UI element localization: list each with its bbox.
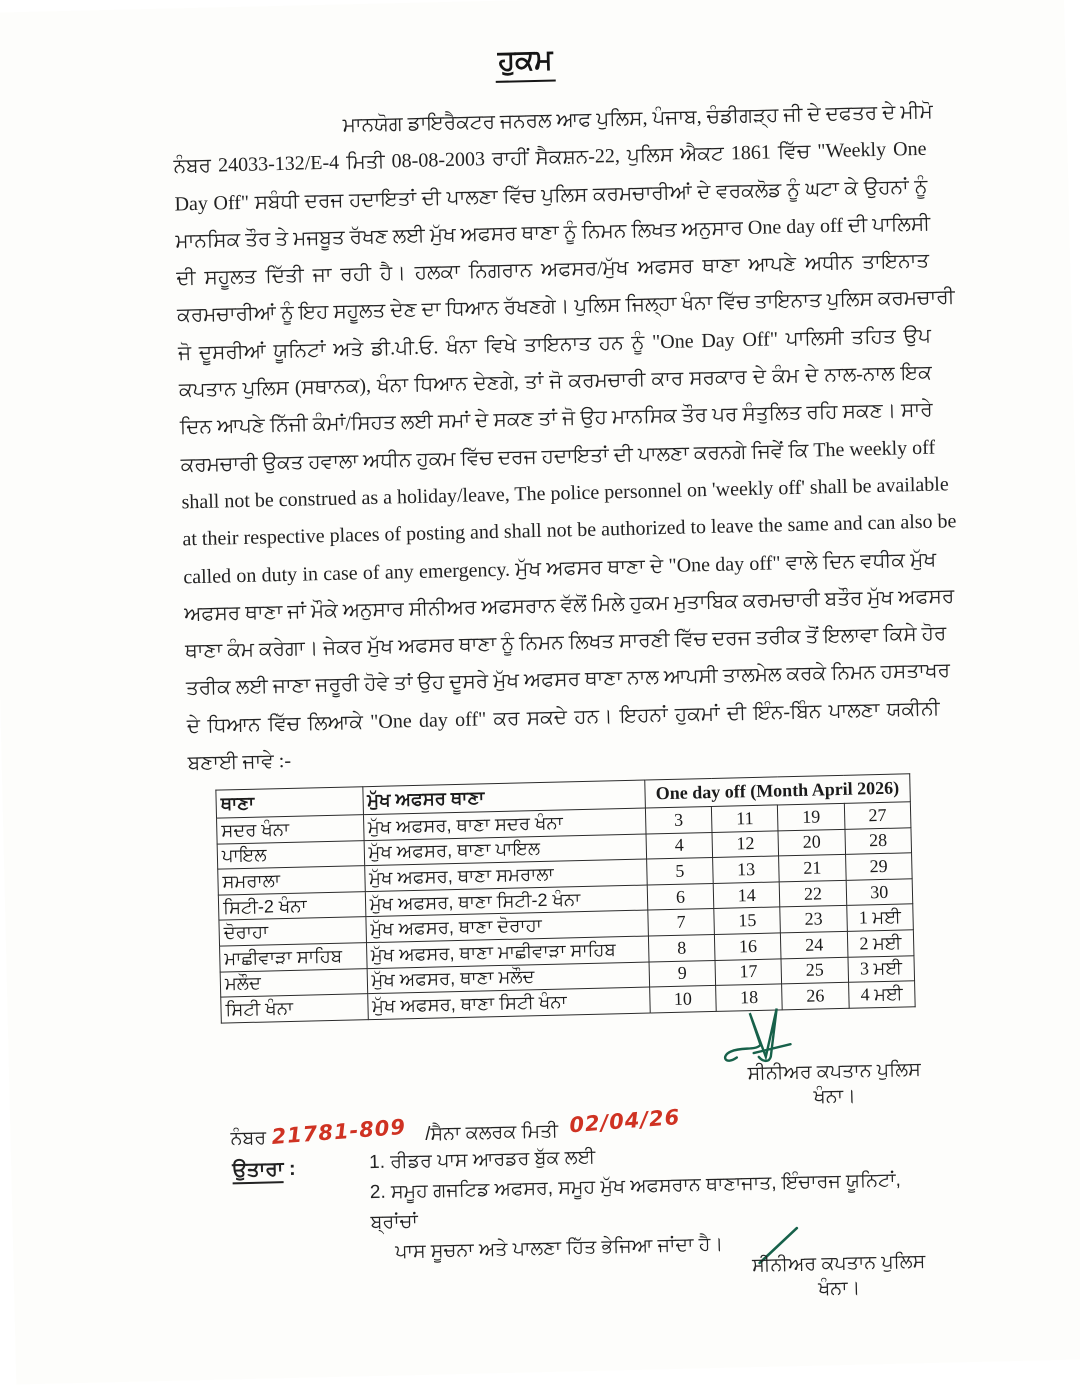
date-cell: 24 [781,931,848,958]
body-line: Day Off" ਸਬੰਧੀ ਦਰਜ ਹਦਾਇਤਾਂ ਦੀ ਪਾਲਣਾ ਵਿੱਚ ਪੁਲਿਸ ਕਰਮਚਾਰੀਆਂ ਦੇ ਵਰਕਲੋਡ ਨੂੰ ਘਟਾ ਕੇ ਉਹਨਾਂ ਨੂੰ [174,175,928,216]
body-line: at their respective places of posting and shall not be authorized to leave the same and can also be [182,510,957,551]
date-cell: 13 [713,856,780,883]
station-column-header: ਥਾਣਾ [216,787,363,818]
one-day-off-schedule-table [215,773,915,1023]
date-cell: 19 [778,803,845,830]
station-cell: ਸਿਟੀ-2 ਖੰਨਾ [218,891,365,920]
date-cell: 17 [715,958,782,985]
distribution-item-continuation: ਪਾਸ ਸੂਚਨਾ ਅਤੇ ਪਾਲਣਾ ਹਿੱਤ ਭੇਜਿਆ ਜਾਂਦਾ ਹੈ। [395,1233,724,1263]
date-cell: 7 [648,909,715,936]
clerk-date-label: /ਸੈਨਾ ਕਲਰਕ ਮਿਤੀ [424,1120,559,1145]
signatory-title-line: ਖੰਨਾ। [813,1085,857,1108]
distribution-item: 2. ਸਮੂਹ ਗਜਟਿਡ ਅਫਸਰ, ਸਮੂਹ ਮੁੱਖ ਅਫਸਰਾਨ ਥਾਣਾਜਾਤ, ਇੰਚਾਰਜ ਯੂਨਿਟਾਂ, ਬ੍ਰਾਂਚਾਂ [369,1169,902,1234]
officer-cell: ਮੁੱਖ ਅਫਸਰ, ਥਾਣਾ ਪਾਇਲ [364,834,647,866]
date-cell: 4 [646,832,713,859]
body-line: ਦੇ ਧਿਆਨ ਵਿੱਚ ਲਿਆਕੇ "One day off" ਕਰ ਸਕਦੇ ਹਨ। ਇਹਨਾਂ ਹੁਕਮਾਂ ਦੀ ਇੰਨ-ਬਿੰਨ ਪਾਲਣਾ ਯਕੀਨੀ [186,697,940,738]
officer-cell: ਮੁੱਖ ਅਫਸਰ, ਥਾਣਾ ਸਦਰ ਖੰਨਾ [363,808,646,840]
page-title: ਹੁਕਮ [495,43,557,82]
officer-cell: ਮੁੱਖ ਅਫਸਰ, ਥਾਣਾ ਮਾਛੀਵਾੜਾ ਸਾਹਿਬ [366,936,649,968]
body-line: ਬਣਾਈ ਜਾਵੇ :- [187,749,292,775]
body-line: ਜੋ ਦੂਸਰੀਆਂ ਯੂਨਿਟਾਂ ਅਤੇ ਡੀ.ਪੀ.ਓ. ਖੰਨਾ ਵਿਖੇ ਤਾਇਨਾਤ ਹਨ ਨੂੰ "One Day Off" ਪਾਲਿਸੀ ਤਹਿਤ ਉਪ [177,324,932,365]
station-cell: ਮਾਛੀਵਾੜਾ ਸਾਹਿਬ [220,943,367,972]
date-cell: 22 [780,880,847,907]
date-cell: 11 [711,805,778,832]
body-line: called on duty in case of any emergency. ਮੁੱਖ ਅਫਸਰ ਥਾਣਾ ਦੇ "One day off" ਵਾਲੇ ਦਿਨ ਵਧੀਕ ਮੁੱਖ [183,548,937,588]
date-cell: 27 [844,802,911,829]
date-cell: 29 [845,853,912,880]
date-cell: 26 [782,982,849,1009]
body-line: ਕਰਮਚਾਰੀਆਂ ਨੂੰ ਇਹ ਸਹੂਲਤ ਦੇਣ ਦਾ ਧਿਆਨ ਰੱਖਣਗੇ। ਪੁਲਿਸ ਜਿਲ੍ਹਾ ਖੰਨਾ ਵਿੱਚ ਤਾਇਨਾਤ ਪੁਲਿਸ ਕਰਮਚਾਰੀ [176,286,955,327]
date-cell: 1 ਮਈ [846,904,913,931]
body-line: ਨੰਬਰ 24033-132/E-4 ਮਿਤੀ 08-08-2003 ਰਾਹੀਂ ਸੈਕਸ਼ਨ-22, ਪੁਲਿਸ ਐਕਟ 1861 ਵਿੱਚ "Weekly One [173,138,927,178]
handwritten-date: 02/04/26 [568,1104,681,1138]
officer-cell: ਮੁੱਖ ਅਫਸਰ, ਥਾਣਾ ਸਮਰਾਲਾ [364,859,647,891]
body-line: ਦਿਨ ਆਪਣੇ ਨਿੱਜੀ ਕੰਮਾਂ/ਸਿਹਤ ਲਈ ਸਮਾਂ ਦੇ ਸਕਣ ਤਾਂ ਜੋ ਉਹ ਮਾਨਸਿਕ ਤੌਰ ਪਰ ਸੰਤੁਲਿਤ ਰਹਿ ਸਕਣ। ਸਾਰੇ [179,399,933,439]
body-line: ਤਰੀਕ ਲਈ ਜਾਣਾ ਜਰੂਰੀ ਹੋਵੇ ਤਾਂ ਉਹ ਦੂਸਰੇ ਮੁੱਖ ਅਫਸਰ ਥਾਣਾ ਨਾਲ ਆਪਸੀ ਤਾਲਮੇਲ ਕਰਕੇ ਨਿਮਨ ਹਸਤਾਖਰ [185,659,951,700]
date-cell: 30 [846,879,913,906]
date-cell: 12 [712,831,779,858]
date-cell: 20 [778,829,845,856]
date-cell: 9 [649,960,716,987]
station-cell: ਦੋਰਾਹਾ [219,917,366,946]
title-wrap [0,31,1066,94]
date-cell: 5 [646,858,713,885]
date-cell: 18 [716,984,783,1011]
body-line: ਮਾਨਸਿਕ ਤੌਰ ਤੇ ਮਜਬੂਤ ਰੱਖਣ ਲਈ ਮੁੱਖ ਅਫਸਰ ਥਾਣਾ ਨੂੰ ਨਿਮਨ ਲਿਖਤ ਅਨੁਸਾਰ One day off ਦੀ ਪਾਲਿਸੀ [175,212,931,253]
station-cell: ਸਮਰਾਲਾ [218,866,365,895]
date-cell: 28 [845,827,912,854]
officer-cell: ਮੁੱਖ ਅਫਸਰ, ਥਾਣਾ ਦੋਰਾਹਾ [366,910,649,942]
body-line: ਅਫਸਰ ਥਾਣਾ ਜਾਂ ਮੌਕੇ ਅਨੁਸਾਰ ਸੀਨੀਅਰ ਅਫਸਰਾਨ ਵੱਲੋਂ ਮਿਲੇ ਹੁਕਮ ਮੁਤਾਬਿਕ ਕਰਮਚਾਰੀ ਬਤੌਰ ਮੁੱਖ ਅਫਸਰ [183,585,955,626]
date-cell: 25 [781,957,848,984]
distribution-item: 1. ਰੀਡਰ ਪਾਸ ਆਰਡਰ ਬੁੱਕ ਲਈ [368,1146,596,1174]
date-cell: 14 [713,882,780,909]
signature-ink-top [720,1004,813,1068]
date-cell: 3 ਮਈ [848,955,915,982]
copy-to-label: ਉਤਾਰਾ : [232,1158,296,1182]
body-line: ਮਾਨਯੋਗ ਡਾਇਰੈਕਟਰ ਜਨਰਲ ਆਫ ਪੁਲਿਸ, ਪੰਜਾਬ, ਚੰਡੀਗੜ੍ਹ ਜੀ ਦੇ ਦਫਤਰ ਦੇ ਮੀਮੋ [342,100,933,137]
station-cell: ਸਿਟੀ ਖੰਨਾ [221,994,368,1023]
signatory-title-bottom [713,1248,964,1304]
distribution-list [369,1134,952,1268]
date-cell: 2 ਮਈ [847,930,914,957]
date-cell: 21 [779,855,846,882]
officer-cell: ਮੁੱਖ ਅਫਸਰ, ਥਾਣਾ ਮਲੌਦ [367,962,650,994]
body-line: ਥਾਣਾ ਕੰਮ ਕਰੇਗਾ। ਜੇਕਰ ਮੁੱਖ ਅਫਸਰ ਥਾਣਾ ਨੂੰ ਨਿਮਨ ਲਿਖਤ ਸਾਰਣੀ ਵਿੱਚ ਦਰਜ ਤਰੀਕ ਤੋਂ ਇਲਾਵਾ ਕਿਸੇ ਹੋਰ [184,622,947,663]
body-line: ਕਪਤਾਨ ਪੁਲਿਸ (ਸਥਾਨਕ), ਖੰਨਾ ਧਿਆਨ ਦੇਣਗੇ, ਤਾਂ ਜੋ ਕਰਮਚਾਰੀ ਕਾਰ ਸਰਕਾਰ ਦੇ ਕੰਮ ਦੇ ਨਾਲ-ਨਾਲ ਇਕ [178,361,932,402]
signatory-title-top [709,1056,960,1112]
order-body-paragraph [172,94,957,783]
officer-column-header: ਮੁੱਖ ਅਫਸਰ ਥਾਣਾ [362,780,645,815]
officer-cell: ਮੁੱਖ ਅਫਸਰ, ਥਾਣਾ ਸਿਟੀ ਖੰਨਾ [367,987,650,1019]
date-cell: 4 ਮਈ [848,981,915,1008]
station-cell: ਸਦਰ ਖੰਨਾ [217,815,364,844]
one-day-off-column-header: One day off (Month April 2026) [645,774,911,808]
signatory-title-line: ਸੀਨੀਅਰ ਕਪਤਾਨ ਪੁਲਿਸ [747,1059,921,1085]
date-cell: 6 [647,883,714,910]
date-cell: 8 [648,934,715,961]
officer-cell: ਮੁੱਖ ਅਫਸਰ, ਥਾਣਾ ਸਿਟੀ-2 ਖੰਨਾ [365,885,648,917]
body-line: shall not be construed as a holiday/leave, The police personnel on 'weekly off' shall be available [181,473,949,514]
signatory-title-line: ਖੰਨਾ। [817,1277,861,1300]
number-label: ਨੰਬਰ [230,1127,267,1150]
station-cell: ਪਾਇਲ [217,840,364,869]
signatory-title-line: ਸੀਨੀਅਰ ਕਪਤਾਨ ਪੁਲਿਸ [751,1251,926,1277]
handwritten-dispatch-number: 21781-809 [270,1114,407,1149]
body-line: ਦੀ ਸਹੂਲਤ ਦਿੱਤੀ ਜਾ ਰਹੀ ਹੈ। ਹਲਕਾ ਨਿਗਰਾਨ ਅਫਸਰ/ਮੁੱਖ ਅਫਸਰ ਥਾਣਾ ਆਪਣੇ ਅਧੀਨ ਤਾਇਨਾਤ [176,249,930,290]
date-cell: 3 [645,806,712,833]
date-cell: 10 [649,986,716,1013]
date-cell: 23 [780,906,847,933]
body-line: ਕਰਮਚਾਰੀ ਉਕਤ ਹਵਾਲਾ ਅਧੀਨ ਹੁਕਮ ਵਿੱਚ ਦਰਜ ਹਦਾਇਤਾਂ ਦੀ ਪਾਲਣਾ ਕਰਨਗੇ ਜਿਵੇਂ ਕਿ The weekly off [180,436,936,477]
date-cell: 15 [714,907,781,934]
date-cell: 16 [715,933,782,960]
station-cell: ਮਲੌਦ [220,968,367,997]
